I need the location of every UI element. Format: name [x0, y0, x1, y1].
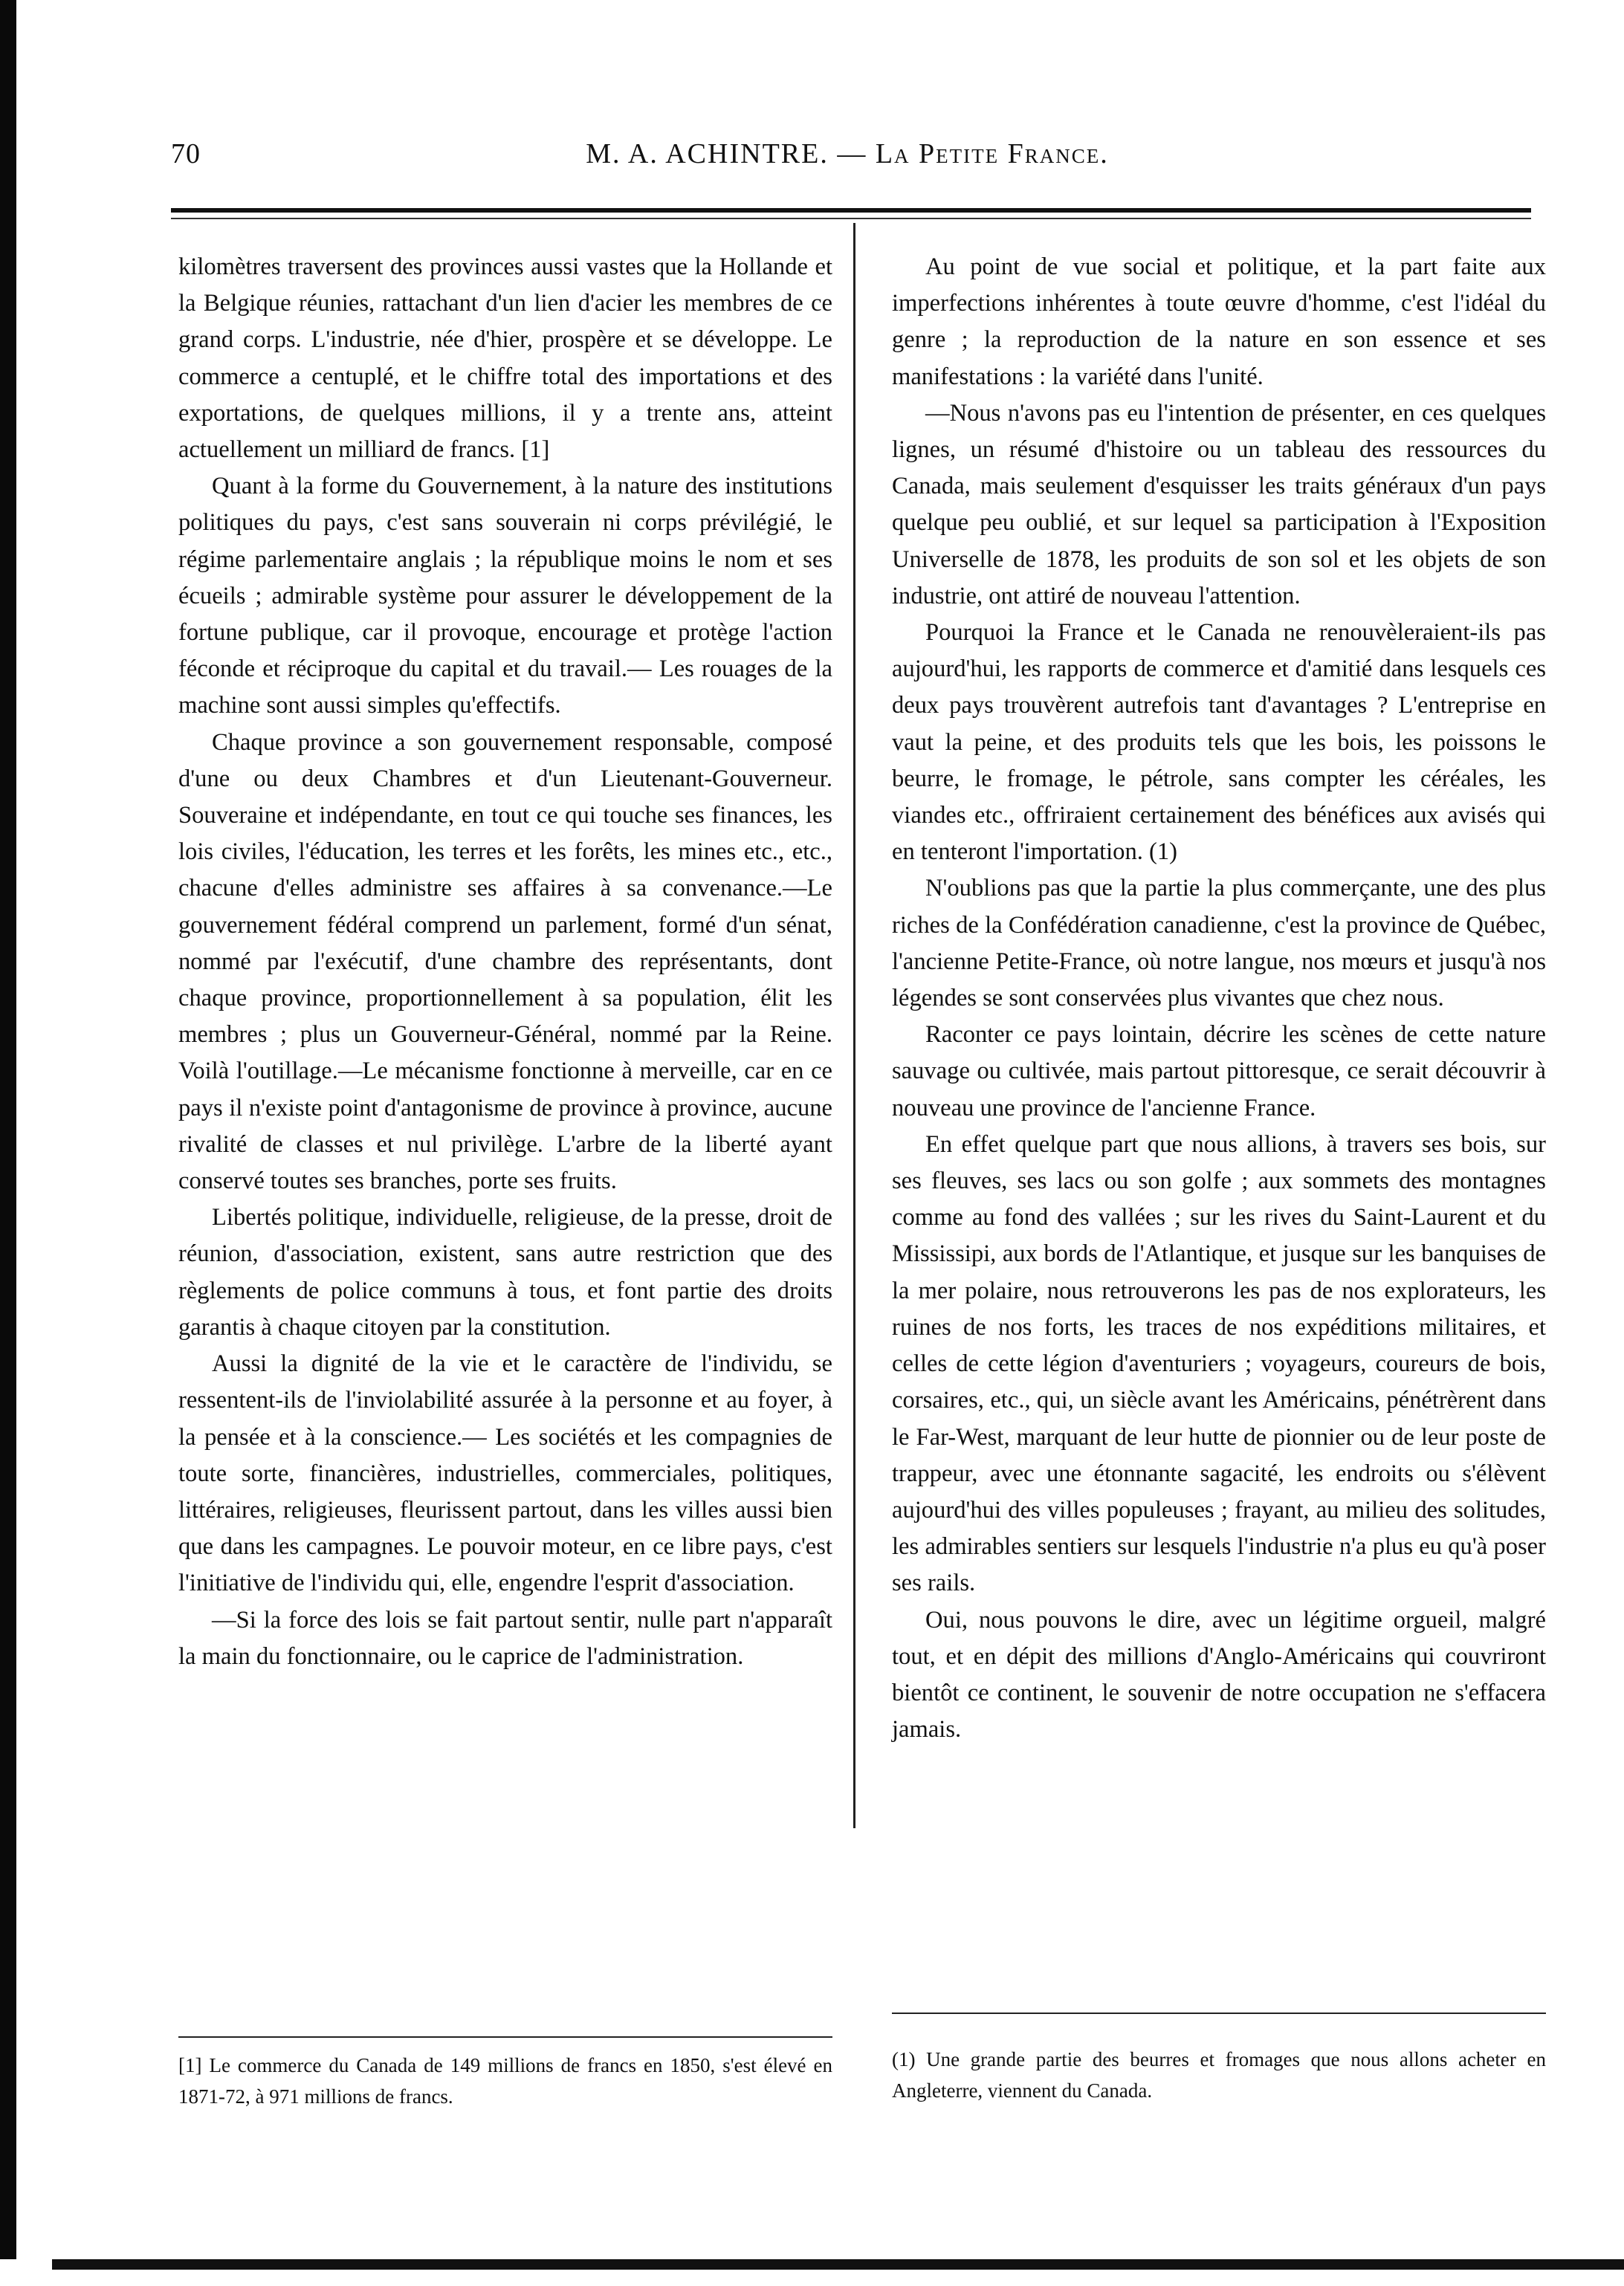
page-header: [171, 137, 1531, 182]
right-column: [892, 249, 1546, 1748]
paragraph: kilomètres traversent des provinces aussi vastes que la Hollande et la Belgique réunies, rattachant d'un lien d'acier les membres de ce grand corps. L'industrie, née d'hier, prospère et se développe. Le commerce a centuplé, et le chiffre total des importations et des exportations, de quelques millions, il y a trente ans, atteint actuellement un milliard de francs. [1]: [178, 253, 832, 464]
paragraph: Au point de vue social et politique, et la part faite aux imperfections inhérentes à toute œuvre d'homme, c'est l'idéal du genre ; la reproduction de la nature en son essence et ses manifestations : la variété dans l'unité.: [892, 253, 1546, 390]
scan-edge-bottom: [52, 2259, 1624, 2270]
footnote-left: [1] Le commerce du Canada de 149 millions de francs en 1850, s'est élevé en 1871-72, à 971 millions de francs.: [178, 2054, 832, 2108]
paragraph: —Nous n'avons pas eu l'intention de présenter, en ces quelques lignes, un résumé d'histoire ou un tableau des ressources du Canada, mais seulement d'esquisser les traits généraux d'un pays quelque peu oublié, et sur lequel sa participation à l'Exposition Universelle de 1878, les produits de son sol et les objets de son industrie, ont attiré de nouveau l'attention.: [892, 399, 1546, 609]
page-number: 70: [171, 138, 201, 169]
running-title: M. A. ACHINTRE. — La Petite France.: [586, 138, 1109, 169]
paragraph: Pourquoi la France et le Canada ne renouvèleraient-ils pas aujourd'hui, les rapports de commerce et d'amitié dans lesquels ces deux pays trouvèrent autrefois tant d'avantages ? L'entreprise en vaut la peine, et des produits tels que les bois, les poissons le beurre, le fromage, le pétrole, sans compter les céréales, les viandes etc., offriraient certainement des bénéfices aux avisés qui en tenteront l'importation. (1): [892, 619, 1546, 866]
left-column: [178, 249, 832, 1675]
paragraph: —Si la force des lois se fait partout sentir, nulle part n'apparaît la main du fonctionnaire, ou le caprice de l'administration.: [178, 1606, 832, 1670]
paragraph: Raconter ce pays lointain, décrire les scènes de cette nature sauvage ou cultivée, mais partout pittoresque, ce serait découvrir à nouveau une province de l'ancienne France.: [892, 1021, 1546, 1121]
paragraph: Libertés politique, individuelle, religieuse, de la presse, droit de réunion, d'association, existent, sans autre restriction que des règlements de police communs à tous, et font partie des droits garantis à chaque citoyen par la constitution.: [178, 1204, 832, 1341]
footnote-rule-right: [892, 2013, 1546, 2014]
header-rule-thin: [171, 218, 1531, 219]
paragraph: Aussi la dignité de la vie et le caractère de l'individu, se ressentent-ils de l'inviolabilité assurée à la personne et au foyer, à la pensée et à la conscience.— Les sociétés et les compagnies de toute sorte, financières, industrielles, commerciales, politiques, littéraires, religieuses, fleurissent partout, dans les villes aussi bien que dans les campagnes. Le pouvoir moteur, en ce libre pays, c'est l'initiative de l'individu qui, elle, engendre l'esprit d'association.: [178, 1350, 832, 1597]
paragraph: Quant à la forme du Gouvernement, à la nature des institutions politiques du pays, c'est sans souverain ni corps prévilégié, le régime parlementaire anglais ; la république moins le nom et ses écueils ; admirable système pour assurer le développement de la fortune publique, car il provoque, encourage et protège l'action féconde et réciproque du capital et du travail.— Les rouages de la machine sont aussi simples qu'effectifs.: [178, 473, 832, 719]
footnote-right: (1) Une grande partie des beurres et fromages que nous allons acheter en Angleterre, viennent du Canada.: [892, 2048, 1546, 2102]
paragraph: Chaque province a son gouvernement responsable, composé d'une ou deux Chambres et d'un Lieutenant-Gouverneur. Souveraine et indépendante, en tout ce qui touche ses finances, les lois civiles, l'éducation, les terres et les forêts, les mines etc., etc., chacune d'elles administre ses affaires à sa convenance.—Le gouvernement fédéral comprend un parlement, formé d'un sénat, nommé par l'exécutif, d'une chambre des représentants, dont chaque province, proportionnellement à sa population, élit les membres ; plus un Gouverneur-Général, nommé par la Reine. Voilà l'outillage.—Le mécanisme fonctionne à merveille, car en ce pays il n'existe point d'antagonisme de province à province, aucune rivalité de classes et nul privilège. L'arbre de la liberté ayant conservé toutes ses branches, porte ses fruits.: [178, 728, 832, 1195]
paragraph: En effet quelque part que nous allions, à travers ses bois, sur ses fleuves, ses lacs ou son golfe ; aux sommets des montagnes comme au fond des vallées ; sur les rives du Saint-Laurent et du Mississipi, aux bords de l'Atlantique, et jusque sur les banquises de la mer polaire, nous retrouverons les pas de nos explorateurs, les ruines de nos forts, les traces de nos expéditions militaires, et celles de cette légion d'aventuriers ; voyageurs, coureurs de bois, corsaires, etc., qui, un siècle avant les Américains, pénétrèrent dans le Far-West, marquant de leur hutte de pionnier ou de leur poste de trappeur, avec une étonnante sagacité, les endroits ou s'élèvent aujourd'hui des villes populeuses ; frayant, au milieu des solitudes, les admirables sentiers sur lesquels l'industrie n'a plus eu qu'à poser ses rails.: [892, 1130, 1546, 1597]
column-divider: [853, 223, 855, 1828]
paragraph: Oui, nous pouvons le dire, avec un légitime orgueil, malgré tout, et en dépit des millions d'Anglo-Américains qui couvriront bientôt ce continent, le souvenir de notre occupation ne s'effacera jamais.: [892, 1606, 1546, 1743]
paragraph: N'oublions pas que la partie la plus commerçante, une des plus riches de la Confédération canadienne, c'est la province de Québec, l'ancienne Petite-France, où notre langue, nos mœurs et jusqu'à nos légendes se sont conservées plus vivantes que chez nous.: [892, 875, 1546, 1012]
scan-edge-left: [0, 0, 16, 2259]
header-rule: [171, 208, 1531, 213]
footnote-rule-left: [178, 2036, 832, 2038]
